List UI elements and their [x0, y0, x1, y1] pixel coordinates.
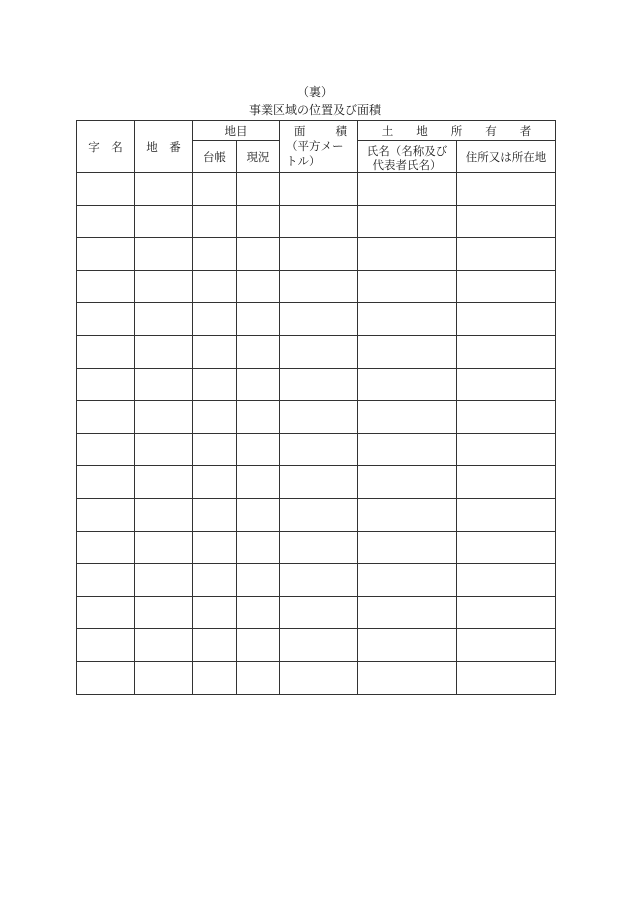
table-row	[77, 368, 556, 401]
cell-chiban[interactable]	[135, 433, 193, 466]
table-row	[77, 433, 556, 466]
header-chimoku-register: 台帳	[193, 141, 237, 173]
cell-chiban[interactable]	[135, 270, 193, 303]
cell-chimoku-current[interactable]	[237, 629, 280, 662]
cell-chiban[interactable]	[135, 238, 193, 271]
cell-aza-name[interactable]	[77, 629, 135, 662]
cell-chimoku-register[interactable]	[193, 661, 237, 694]
table-row	[77, 466, 556, 499]
cell-chimoku-current[interactable]	[237, 270, 280, 303]
cell-chiban[interactable]	[135, 173, 193, 206]
cell-chimoku-register[interactable]	[193, 368, 237, 401]
cell-owner-address[interactable]	[457, 270, 556, 303]
cell-chiban[interactable]	[135, 596, 193, 629]
cell-owner-address[interactable]	[457, 335, 556, 368]
cell-owner-address[interactable]	[457, 368, 556, 401]
table-row	[77, 303, 556, 336]
header-owner-name	[358, 141, 457, 173]
cell-area[interactable]	[280, 173, 358, 206]
cell-owner-address[interactable]	[457, 466, 556, 499]
cell-aza-name[interactable]	[77, 368, 135, 401]
cell-chiban[interactable]	[135, 564, 193, 597]
table-row	[77, 531, 556, 564]
cell-chimoku-current[interactable]	[237, 238, 280, 271]
cell-chimoku-current[interactable]	[237, 433, 280, 466]
cell-chimoku-register[interactable]	[193, 629, 237, 662]
cell-owner-address[interactable]	[457, 661, 556, 694]
cell-area[interactable]	[280, 564, 358, 597]
header-aza-name: 字 名	[77, 121, 135, 173]
cell-area[interactable]	[280, 238, 358, 271]
cell-chiban[interactable]	[135, 498, 193, 531]
header-area	[280, 121, 358, 173]
cell-aza-name[interactable]	[77, 303, 135, 336]
cell-owner-address[interactable]	[457, 433, 556, 466]
cell-owner-address[interactable]	[457, 564, 556, 597]
cell-owner-address[interactable]	[457, 205, 556, 238]
table-row	[77, 205, 556, 238]
cell-area[interactable]	[280, 205, 358, 238]
cell-aza-name[interactable]	[77, 433, 135, 466]
cell-aza-name[interactable]	[77, 401, 135, 434]
cell-chiban[interactable]	[135, 205, 193, 238]
cell-chimoku-register[interactable]	[193, 498, 237, 531]
cell-chimoku-register[interactable]	[193, 173, 237, 206]
cell-owner-name[interactable]	[358, 433, 457, 466]
cell-area[interactable]	[280, 498, 358, 531]
table-row	[77, 238, 556, 271]
cell-chimoku-current[interactable]	[237, 335, 280, 368]
header-owner-name-line2: 代表者氏名）	[372, 157, 442, 172]
header-land-owner: 土 地 所 有 者	[358, 121, 556, 141]
cell-chimoku-register[interactable]	[193, 205, 237, 238]
header-area-unit-line2: トル）	[286, 154, 321, 168]
cell-owner-name[interactable]	[358, 368, 457, 401]
table-row	[77, 629, 556, 662]
cell-chimoku-register[interactable]	[193, 596, 237, 629]
cell-owner-name[interactable]	[358, 629, 457, 662]
cell-chimoku-current[interactable]	[237, 596, 280, 629]
cell-owner-name[interactable]	[358, 531, 457, 564]
cell-area[interactable]	[280, 629, 358, 662]
cell-area[interactable]	[280, 401, 358, 434]
cell-aza-name[interactable]	[77, 173, 135, 206]
project-area-table	[76, 120, 556, 695]
cell-chiban[interactable]	[135, 466, 193, 499]
table-row	[77, 270, 556, 303]
cell-aza-name[interactable]	[77, 270, 135, 303]
cell-owner-name[interactable]	[358, 466, 457, 499]
cell-owner-address[interactable]	[457, 238, 556, 271]
cell-owner-name[interactable]	[358, 270, 457, 303]
cell-owner-name[interactable]	[358, 173, 457, 206]
cell-chiban[interactable]	[135, 368, 193, 401]
cell-chimoku-register[interactable]	[193, 433, 237, 466]
cell-area[interactable]	[280, 368, 358, 401]
cell-chiban[interactable]	[135, 401, 193, 434]
reverse-side-label: （裏）	[296, 85, 333, 99]
table-row	[77, 335, 556, 368]
cell-chimoku-register[interactable]	[193, 401, 237, 434]
cell-owner-address[interactable]	[457, 596, 556, 629]
cell-chimoku-current[interactable]	[237, 531, 280, 564]
cell-aza-name[interactable]	[77, 596, 135, 629]
cell-chiban[interactable]	[135, 335, 193, 368]
page-title: 事業区域の位置及び面積	[248, 103, 381, 117]
table-row	[77, 564, 556, 597]
cell-area[interactable]	[280, 661, 358, 694]
header-area-char1: 面	[294, 124, 306, 138]
cell-chimoku-current[interactable]	[237, 498, 280, 531]
cell-chimoku-current[interactable]	[237, 205, 280, 238]
cell-owner-address[interactable]	[457, 629, 556, 662]
cell-aza-name[interactable]	[77, 498, 135, 531]
cell-chimoku-register[interactable]	[193, 564, 237, 597]
cell-area[interactable]	[280, 466, 358, 499]
cell-chimoku-current[interactable]	[237, 303, 280, 336]
cell-owner-name[interactable]	[358, 596, 457, 629]
cell-area[interactable]	[280, 335, 358, 368]
cell-owner-name[interactable]	[358, 401, 457, 434]
cell-chimoku-register[interactable]	[193, 270, 237, 303]
cell-aza-name[interactable]	[77, 335, 135, 368]
cell-chimoku-current[interactable]	[237, 564, 280, 597]
table-row	[77, 596, 556, 629]
cell-aza-name[interactable]	[77, 531, 135, 564]
cell-owner-address[interactable]	[457, 173, 556, 206]
cell-owner-name[interactable]	[358, 238, 457, 271]
header-area-unit-line1: （平方メー	[286, 139, 344, 153]
cell-chimoku-current[interactable]	[237, 661, 280, 694]
cell-chiban[interactable]	[135, 661, 193, 694]
cell-chiban[interactable]	[135, 303, 193, 336]
cell-chimoku-current[interactable]	[237, 466, 280, 499]
cell-chimoku-current[interactable]	[237, 401, 280, 434]
cell-area[interactable]	[280, 270, 358, 303]
cell-chimoku-current[interactable]	[237, 173, 280, 206]
header-row-1	[77, 121, 556, 141]
cell-chimoku-register[interactable]	[193, 466, 237, 499]
cell-owner-name[interactable]	[358, 335, 457, 368]
header-chiban: 地 番	[135, 121, 193, 173]
cell-owner-address[interactable]	[457, 303, 556, 336]
header-chimoku-current: 現況	[237, 141, 280, 173]
cell-owner-name[interactable]	[358, 661, 457, 694]
cell-owner-name[interactable]	[358, 564, 457, 597]
cell-aza-name[interactable]	[77, 238, 135, 271]
cell-aza-name[interactable]	[77, 466, 135, 499]
cell-chiban[interactable]	[135, 531, 193, 564]
cell-chimoku-register[interactable]	[193, 303, 237, 336]
cell-owner-address[interactable]	[457, 401, 556, 434]
cell-owner-address[interactable]	[457, 531, 556, 564]
cell-chiban[interactable]	[135, 629, 193, 662]
cell-chimoku-register[interactable]	[193, 335, 237, 368]
cell-aza-name[interactable]	[77, 661, 135, 694]
header-owner-name-line1: 氏名（名称及び	[366, 143, 448, 158]
header-owner-address: 住所又は所在地	[457, 141, 556, 173]
cell-chimoku-register[interactable]	[193, 531, 237, 564]
table-row	[77, 173, 556, 206]
table-row	[77, 498, 556, 531]
cell-owner-name[interactable]	[358, 498, 457, 531]
cell-area[interactable]	[280, 303, 358, 336]
cell-owner-name[interactable]	[358, 303, 457, 336]
table-row	[77, 661, 556, 694]
cell-owner-name[interactable]	[358, 205, 457, 238]
header-chimoku: 地目	[193, 121, 280, 141]
header-area-char2: 積	[335, 124, 347, 138]
cell-area[interactable]	[280, 531, 358, 564]
table-row	[77, 401, 556, 434]
cell-area[interactable]	[280, 596, 358, 629]
cell-owner-address[interactable]	[457, 498, 556, 531]
cell-chimoku-current[interactable]	[237, 368, 280, 401]
cell-aza-name[interactable]	[77, 564, 135, 597]
cell-chimoku-register[interactable]	[193, 238, 237, 271]
cell-area[interactable]	[280, 433, 358, 466]
cell-aza-name[interactable]	[77, 205, 135, 238]
